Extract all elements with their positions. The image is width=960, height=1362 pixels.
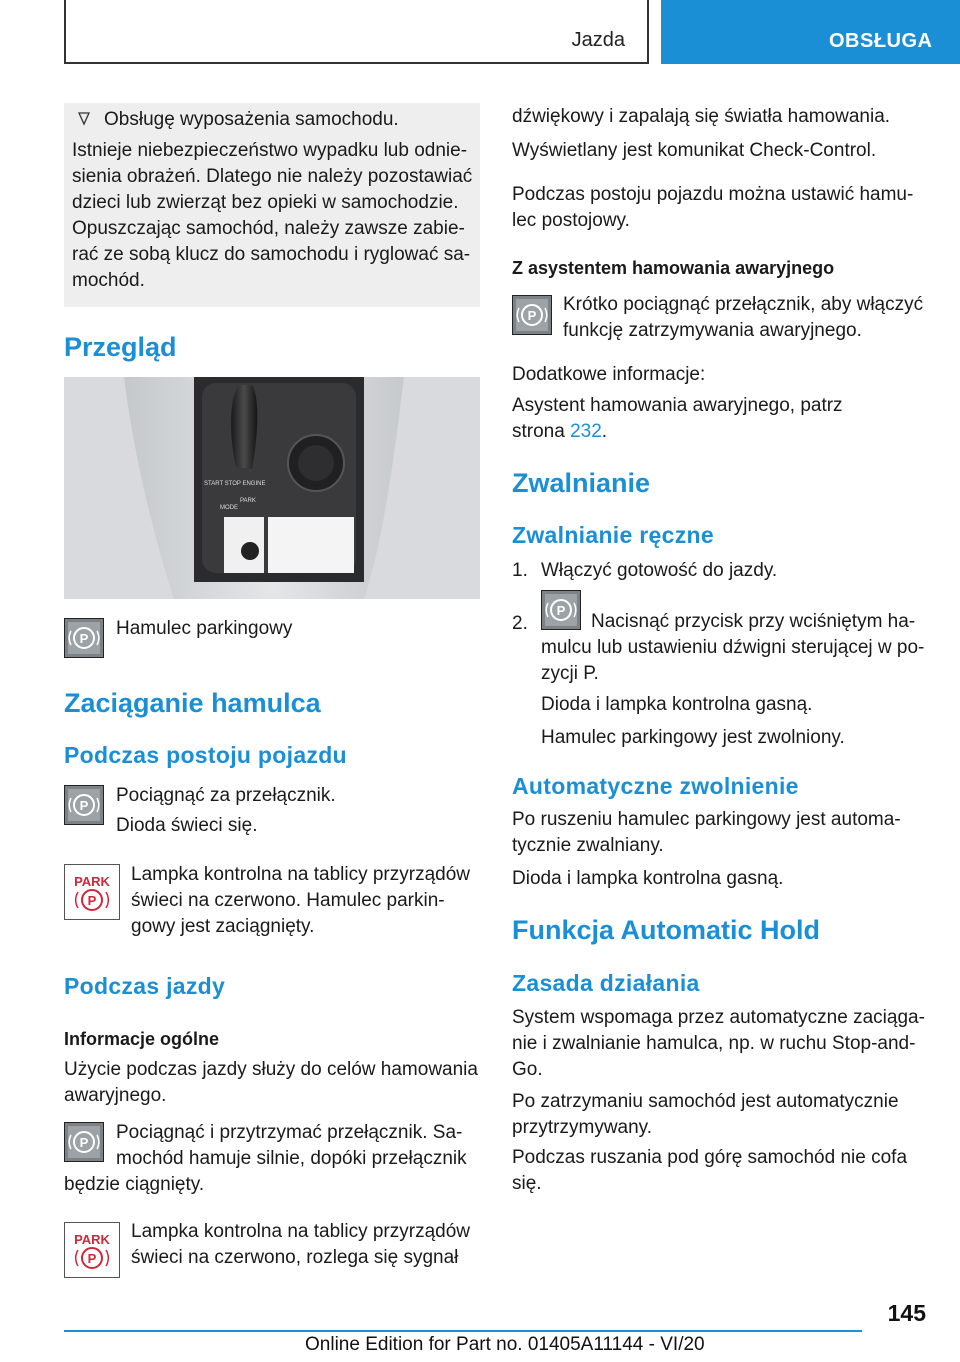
park-lamp-text-2: Lampka kontrolna na tablicy przyrządów świeci na czerwono, rozlega się sygnał — [131, 1221, 471, 1268]
heading-automatic-hold: Funkcja Automatic Hold — [512, 915, 821, 945]
heading-zaciaganie: Zaciąganie hamulca — [64, 688, 321, 718]
heading-automatyczne: Automatyczne zwolnienie — [512, 773, 799, 799]
pull-text-a: Pociągnąć i przytrzymać przełącznik. Sa-mochód hamuje silnie, dopóki przełącznik — [116, 1122, 467, 1169]
dodatkowe-informacje: Dodatkowe informacje: — [512, 364, 706, 385]
svg-text:P: P — [79, 1135, 89, 1150]
mode-label: MODE — [220, 505, 238, 511]
svg-text:P: P — [79, 798, 89, 813]
footer-edition: Online Edition for Part no. 01405A11144 - VI/20 — [305, 1334, 705, 1355]
parking-brake-switch-icon — [64, 618, 104, 658]
heading-postoj: Podczas postoju pojazdu — [64, 742, 347, 768]
heading-przeglad: Przegląd — [64, 332, 177, 362]
zasada-text-2: Po zatrzymaniu samochód jest automatycznie przytrzymywany. — [512, 1091, 899, 1138]
page-ref-link[interactable]: 232 — [570, 421, 602, 442]
heading-zasada: Zasada działania — [512, 970, 700, 996]
park-icon-label: PARK — [74, 874, 110, 889]
header-tab — [661, 0, 960, 64]
parking-brake-switch-icon — [64, 785, 104, 825]
step-1-number: 1. — [512, 560, 528, 581]
postoj-step-1: Pociągnąć za przełącznik. — [116, 785, 336, 806]
step-2-text-b: mulcu lub ustawieniu dźwigni sterującej w po-zycji P. — [541, 637, 925, 684]
heading-asystent: Z asystentem hamowania awaryjnego — [512, 258, 835, 278]
warning-text: Istnieje niebezpieczeństwo wypadku lub odnie-sienia obrażeń. Dlatego nie należy pozostawiać dzieci lub zwierząt bez opieki w samochodzie. Opuszczając samochód, należy zawsze zabie-rać ze sobą klucz do samochodu i ryglować sa-mochód. — [72, 140, 473, 291]
parking-brake-switch-icon — [64, 1122, 104, 1162]
pull-text-b: będzie ciągnięty. — [64, 1174, 205, 1195]
park-icon-label: PARK — [74, 1232, 110, 1247]
ref-dot: . — [601, 421, 608, 442]
page-number: 145 — [887, 1300, 926, 1326]
parking-brake-switch-icon — [541, 590, 581, 630]
caption-parking-brake: Hamulec parkingowy — [116, 618, 293, 639]
park-warning-lamp-icon — [64, 864, 120, 920]
step-1-text: Włączyć gotowość do jazdy. — [541, 560, 778, 581]
step-2-text-d: Hamulec parkingowy jest zwolniony. — [541, 727, 845, 748]
step-2-text-c: Dioda i lampka kontrolna gasną. — [541, 694, 813, 715]
auto-text-2: Dioda i lampka kontrolna gasną. — [512, 868, 784, 889]
parking-brake-switch-icon — [512, 295, 552, 335]
park-lamp-text-1: Lampka kontrolna na tablicy przyrządów świeci na czerwono. Hamulec parkin-gowy jest zaciągnięty. — [131, 864, 471, 937]
zasada-text-1: System wspomaga przez automatyczne zaciąga-nie i zwalnianie hamulca, np. w ruchu Stop-and-Go. — [512, 1007, 925, 1080]
asystent-ref: Asystent hamowania awaryjnego, patrz — [512, 395, 843, 416]
warning-first-text: Obsługę wyposażenia samochodu. — [104, 109, 399, 130]
step-2-text-a: Nacisnąć przycisk przy wciśniętym ha- — [591, 611, 916, 632]
asystent-text: Krótko pociągnąć przełącznik, aby włączyć funkcję zatrzymywania awaryjnego. — [563, 294, 924, 341]
triangle-bullet-icon — [78, 112, 90, 126]
park-warning-lamp-icon — [64, 1222, 120, 1278]
strona-ref-line — [512, 419, 607, 445]
console-illustration — [64, 377, 480, 599]
zasada-text-3: Podczas ruszania pod górę samochód nie cofa się. — [512, 1147, 908, 1194]
heading-jazda: Podczas jazdy — [64, 973, 226, 999]
heading-informacje: Informacje ogólne — [64, 1029, 220, 1049]
strona-label: strona — [512, 421, 565, 442]
header-section-title: Jazda — [571, 29, 625, 51]
cont-line-3: Podczas postoju pojazdu można ustawić hamu-lec postojowy. — [512, 184, 914, 231]
warning-first-line — [78, 107, 399, 133]
auto-text-1: Po ruszeniu hamulec parkingowy jest automa-tycznie zwalniany. — [512, 809, 901, 856]
parking-brake-photo — [64, 377, 480, 599]
cont-line-1: dźwiękowy i zapalają się światła hamowania. — [512, 106, 891, 127]
park-label: PARK — [240, 498, 256, 504]
footer-rule — [64, 1330, 862, 1332]
svg-text:P: P — [556, 603, 566, 618]
svg-text:P: P — [87, 893, 97, 908]
postoj-step-2: Dioda świeci się. — [116, 815, 258, 836]
step-2-number: 2. — [512, 613, 528, 634]
svg-text:P: P — [79, 631, 89, 646]
header-tab-label: OBSŁUGA — [829, 30, 933, 52]
start-stop-label: START STOP ENGINE — [204, 481, 266, 487]
svg-text:P: P — [87, 1251, 97, 1266]
svg-text:P: P — [527, 308, 537, 323]
heading-zwalnianie: Zwalnianie — [512, 468, 651, 498]
header-section-box — [64, 0, 649, 64]
info-text: Użycie podczas jazdy służy do celów hamowania awaryjnego. — [64, 1059, 478, 1106]
cont-line-2: Wyświetlany jest komunikat Check-Control. — [512, 140, 877, 161]
warning-box — [64, 103, 480, 307]
heading-reczne: Zwalnianie ręczne — [512, 522, 714, 548]
